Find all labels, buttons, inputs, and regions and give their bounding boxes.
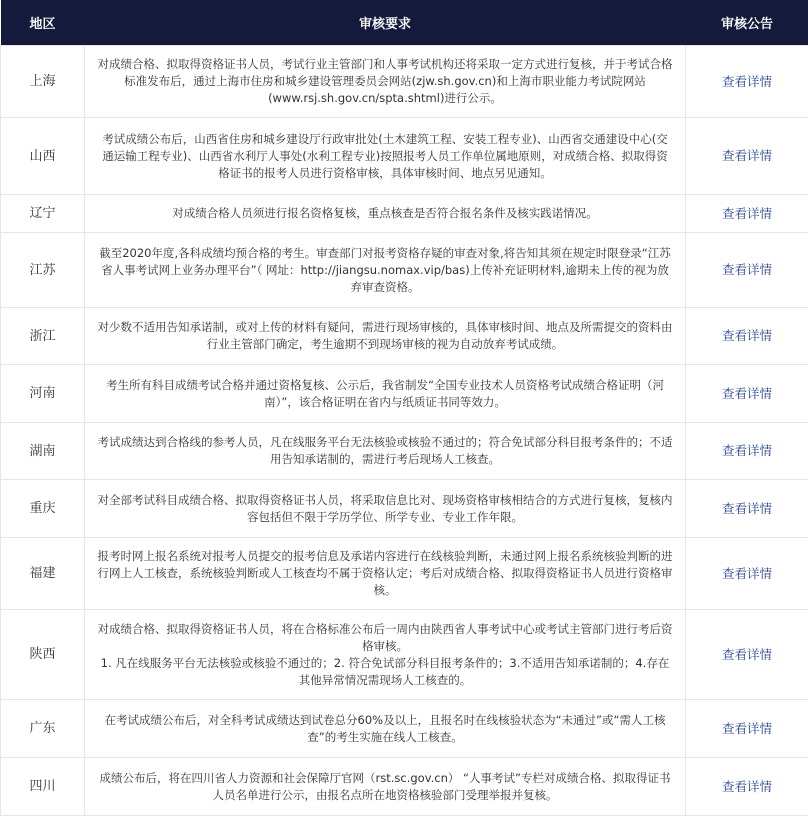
requirement-cell: 对成绩合格、拟取得资格证书人员，考试行业主管部门和人事考试机构还将采取一定方式进行复核，并于考试合格标准发布后，通过上海市住房和城乡建设管理委员会网站(zjw.sh.gov.cn)和上海市职业能力考试院网站(www.rsj.sh.gov.cn/spta.shtml)进行公示。 (85, 46, 686, 118)
region-cell: 广东 (1, 700, 85, 758)
region-cell: 四川 (1, 758, 85, 816)
table-row (1, 233, 808, 308)
view-details-link[interactable]: 查看详情 (721, 205, 772, 221)
region-cell: 陕西 (1, 610, 85, 700)
table-row (1, 700, 808, 758)
view-details-link[interactable]: 查看详情 (721, 778, 772, 794)
table-row (1, 118, 808, 195)
region-cell: 福建 (1, 538, 85, 610)
table-row (1, 365, 808, 423)
table-row (1, 46, 808, 118)
region-cell: 上海 (1, 46, 85, 118)
header-notice: 审核公告 (686, 0, 808, 46)
requirement-cell: 考生所有科目成绩考试合格并通过资格复核、公示后，我省制发“全国专业技术人员资格考试成绩合格证明（河南）”，该合格证明在省内与纸质证书同等效力。 (85, 365, 686, 423)
requirement-cell: 截至2020年度,各科成绩均预合格的考生。审查部门对报考资格存疑的审查对象,将告知其须在规定时限登录“江苏省人事考试网上业务办理平台”（ 网址：http://jiangsu.nomax.vip/bas)上传补充证明材料,逾期未上传的视为放弃审查资格。 (85, 233, 686, 308)
requirement-cell: 对全部考试科目成绩合格、拟取得资格证书人员，将采取信息比对、现场资格审核相结合的方式进行复核，复核内容包括但不限于学历学位、所学专业、专业工作年限。 (85, 480, 686, 538)
table-row (1, 610, 808, 700)
region-cell: 山西 (1, 118, 85, 195)
view-details-link[interactable]: 查看详情 (721, 500, 772, 516)
table-row (1, 758, 808, 816)
region-cell: 河南 (1, 365, 85, 423)
view-details-link[interactable]: 查看详情 (721, 262, 772, 277)
view-details-link[interactable]: 查看详情 (721, 443, 772, 458)
table-row (1, 308, 808, 365)
requirement-cell: 报考时网上报名系统对报考人员提交的报考信息及承诺内容进行在线核验判断，未通过网上报名系统核验判断的进行网上人工核查，系统核验判断或人工核查均不属于资格认定；考后对成绩合格、拟取得资格证书人员进行资格审核。 (85, 538, 686, 610)
region-cell: 辽宁 (1, 195, 85, 233)
view-details-link[interactable]: 查看详情 (721, 385, 772, 401)
view-details-link[interactable]: 查看详情 (721, 328, 772, 343)
view-details-link[interactable]: 查看详情 (721, 148, 772, 163)
table-row (1, 195, 808, 233)
table-row (1, 538, 808, 610)
requirement-cell: 成绩公布后，将在四川省人力资源和社会保障厅官网（rst.sc.gov.cn） “人事考试”专栏对成绩合格、拟取得证书人员名单进行公示，由报名点所在地资格核验部门受理举报并复核。 (85, 758, 686, 816)
region-cell: 浙江 (1, 308, 85, 365)
requirement-cell: 考试成绩公布后，山西省住房和城乡建设厅行政审批处(土木建筑工程、安装工程专业)、山西省交通建设中心(交通运输工程专业)、山西省水利厅人事处(水利工程专业)按照报考人员工作单位属地原则，对成绩合格、拟取得资格证书的报考人员进行资格审核，具体审核时间、地点另见通知。 (85, 118, 686, 195)
view-details-link[interactable]: 查看详情 (721, 646, 772, 662)
header-region: 地区 (1, 0, 85, 46)
table-row (1, 423, 808, 480)
view-details-link[interactable]: 查看详情 (721, 720, 772, 736)
region-cell: 江苏 (1, 233, 85, 308)
requirement-cell: 对少数不适用告知承诺制，或对上传的材料有疑问，需进行现场审核的，具体审核时间、地点及所需提交的资料由行业主管部门确定，考生逾期不到现场审核的视为自动放弃考试成绩。 (85, 308, 686, 365)
header-requirement: 审核要求 (85, 0, 686, 46)
view-details-link[interactable]: 查看详情 (721, 73, 772, 89)
view-details-link[interactable]: 查看详情 (721, 565, 772, 581)
requirement-cell: 对成绩合格人员须进行报名资格复核，重点核查是否符合报名条件及核实践诺情况。 (85, 195, 686, 233)
region-cell: 湖南 (1, 423, 85, 480)
table-row (1, 480, 808, 538)
requirement-cell: 对成绩合格、拟取得资格证书人员，将在合格标准公布后一周内由陕西省人事考试中心或考试主管部门进行考后资格审核。 1. 凡在线服务平台无法核验或核验不通过的；2. 符合免试部分科目报考条件的；3.不适用告知承诺制的；4.存在其他异常情况需现场人工核查的。 (85, 610, 686, 700)
requirement-cell: 在考试成绩公布后，对全科考试成绩达到试卷总分60%及以上，且报名时在线核验状态为“未通过”或“需人工核查”的考生实施在线人工核查。 (85, 700, 686, 758)
table-header-row (1, 0, 808, 46)
region-cell: 重庆 (1, 480, 85, 538)
requirement-cell: 考试成绩达到合格线的参考人员，凡在线服务平台无法核验或核验不通过的；符合免试部分科目报考条件的；不适用告知承诺制的，需进行考后现场人工核查。 (85, 423, 686, 480)
